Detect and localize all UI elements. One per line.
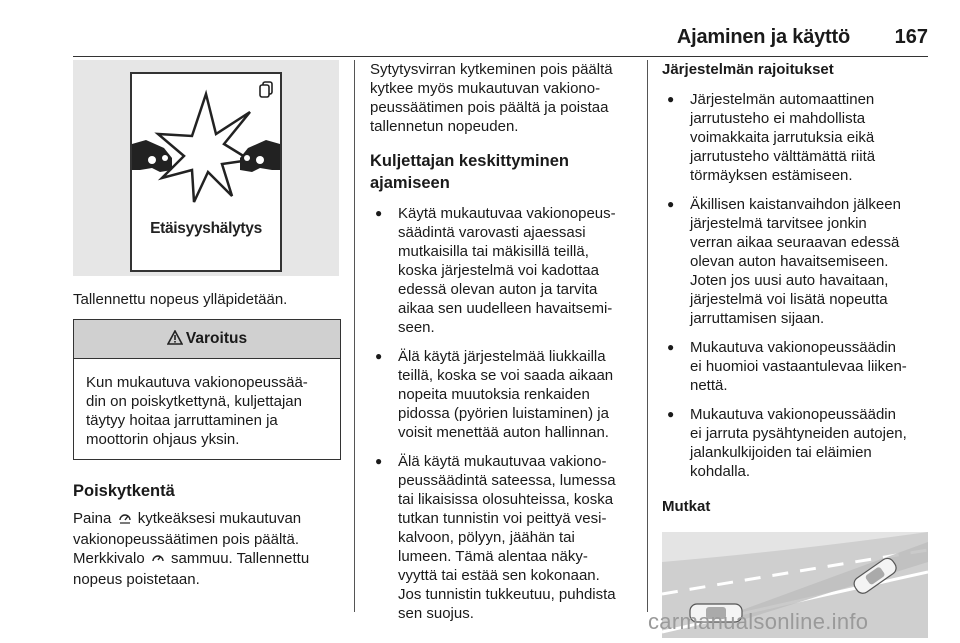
list-item: ● Äkillisen kaistanvaihdon jälkeen järjestelmä tarvitsee jonkin verran aikaa seuraavan edessä olevan auton havaitsemiseen. Joten jos uusi auto havaitaan, järjestelmä voi lisätä nopeutta jarruttamisen sijaan. [662, 195, 928, 328]
column-divider-right [647, 60, 648, 612]
list-item: ● Järjestelmän automaattinen jarrutusteho ei mahdollista voimakkaita jarrutuksia eikä jarrutusteho välttämättä riitä törmäyksen estämiseen. [662, 90, 928, 185]
copy-icon [260, 82, 272, 97]
header-rule [73, 56, 928, 57]
cruise-indicator-icon [151, 551, 165, 570]
list-item: ● Älä käytä järjestelmää liukkailla teillä, koska se voi saada aikaan nopeita muutoksia renkaiden pidossa (pyörien luistaminen) ja voisit menettää auton hallinnan. [370, 347, 635, 442]
section-title-deactivation: Poiskytkentä [73, 482, 175, 500]
screen-label: Etäisyyshälytys [150, 220, 262, 237]
warning-line: Kun mukautuva vakionopeussää- [86, 374, 308, 391]
list-item: ● Mukautuva vakionopeussäädin ei jarruta pysähtyneiden autojen, jalankulkijoiden tai eläimien kohdalla. [662, 405, 928, 481]
section-heading-attention: Kuljettajan keskittyminen ajamiseen [370, 152, 569, 192]
intro-paragraph: Sytytysvirran kytkeminen pois päältä kytkee myös mukautuvan vakiono- peussäätimen pois päältä ja poistaa tallennetun nopeuden. [370, 61, 613, 135]
deactivation-text [73, 509, 341, 589]
star-burst-icon [158, 94, 250, 202]
car-rear-icon [240, 140, 280, 172]
warning-heading-text: Varoitus [185, 330, 248, 347]
warning-line: täytyy hoitaa jarruttaminen ja [86, 412, 278, 429]
warning-heading [74, 320, 340, 359]
column-divider-left [354, 60, 355, 612]
cruise-control-button-icon [118, 511, 132, 530]
dashboard-screen [130, 72, 282, 272]
column-3 [662, 60, 928, 638]
deactivation-line: vakionopeussäätimen pois päältä. [73, 531, 299, 548]
car-front-icon [132, 140, 172, 172]
column-1 [73, 60, 341, 589]
list-item: ● Älä käytä mukautuvaa vakiono- peussäädintä sateessa, lumessa tai likaisissa olosuhteissa, koska tutkan tunnistin voi peittyä vesi- kalvoon, pölyyn, jäähän tai lumeen. Tämä alentaa näky- vyyttä tai estää sen kokonaan. Jos tunnistin tukkeutuu, puhdista sen suojus. [370, 452, 635, 623]
column-2 [370, 60, 635, 623]
warning-line: moottorin ohjaus yksin. [86, 431, 240, 448]
section-heading-limitations: Järjestelmän rajoitukset [662, 61, 834, 78]
warning-line: din on poiskytkettynä, kuljettajan [86, 393, 302, 410]
watermark: carmanualsonline.info [648, 609, 869, 634]
figure-caption: Tallennettu nopeus ylläpidetään. [73, 291, 288, 308]
collision-graphic [132, 74, 280, 270]
header-title: Ajaminen ja käyttö [676, 26, 850, 48]
deactivation-line: Merkkivalo sammuu. Tallennettu [73, 549, 341, 570]
warning-body [74, 359, 340, 459]
attention-bullet-list [370, 204, 635, 623]
deactivation-line: nopeus poistetaan. [73, 571, 200, 588]
warning-triangle-icon [167, 322, 183, 360]
warning-box [73, 319, 341, 460]
list-item: ● Käytä mukautuvaa vakionopeus- säädintä varovasti ajaessasi mutkaisilla tai mäkisillä teillä, koska järjestelmä voi kadottaa edessä olevan auton ja tarvita aikaa sen uudelleen havaitsemi- seen. [370, 204, 635, 337]
deactivation-line: Paina kytkeäksesi mukautuvan [73, 509, 341, 530]
subheading-curves: Mutkat [662, 498, 711, 515]
limitations-bullet-list [662, 90, 928, 481]
page-number: 167 [894, 26, 928, 48]
list-item: ● Mukautuva vakionopeussäädin ei huomioi vastaantulevaa liiken- nettä. [662, 338, 928, 395]
distance-alert-figure [73, 60, 339, 276]
